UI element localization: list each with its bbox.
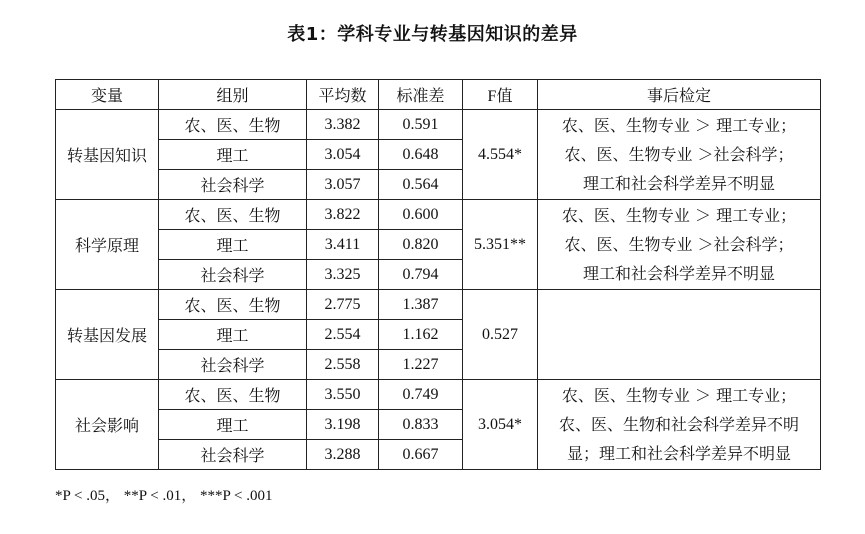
table-row (56, 290, 821, 320)
table-title: 表1：学科专业与转基因知识的差异 (287, 24, 578, 45)
variable-cell: 转基因知识 (56, 110, 159, 200)
group-cell: 社会科学 (159, 440, 307, 470)
sd-cell: 1.227 (379, 350, 463, 380)
mean-cell: 3.198 (307, 410, 379, 440)
variable-cell: 科学原理 (56, 200, 159, 290)
post-hoc-cell (538, 290, 821, 380)
sd-cell: 0.820 (379, 230, 463, 260)
mean-cell: 3.550 (307, 380, 379, 410)
mean-cell: 3.057 (307, 170, 379, 200)
header-post-hoc: 事后检定 (538, 80, 821, 110)
sd-cell: 0.591 (379, 110, 463, 140)
anova-table (55, 79, 821, 470)
group-cell: 农、医、生物 (159, 200, 307, 230)
group-cell: 理工 (159, 410, 307, 440)
header-group: 组别 (159, 80, 307, 110)
table-row (56, 200, 821, 230)
post-hoc-line: 农、医、生物专业 ＞ 理工专业； (561, 116, 797, 135)
group-cell: 理工 (159, 140, 307, 170)
mean-cell: 2.558 (307, 350, 379, 380)
post-hoc-cell (538, 200, 821, 290)
mean-cell: 3.054 (307, 140, 379, 170)
sd-cell: 0.667 (379, 440, 463, 470)
sd-cell: 1.162 (379, 320, 463, 350)
post-hoc-line: 农、医、生物专业 ＞ 理工专业； (561, 386, 797, 405)
header-row (56, 80, 821, 110)
mean-cell: 3.411 (307, 230, 379, 260)
f-value-cell: 0.527 (463, 290, 538, 380)
sd-cell: 1.387 (379, 290, 463, 320)
header-variable: 变量 (56, 80, 159, 110)
f-value-cell: 3.054* (463, 380, 538, 470)
group-cell: 社会科学 (159, 170, 307, 200)
sd-cell: 0.794 (379, 260, 463, 290)
sd-cell: 0.564 (379, 170, 463, 200)
group-cell: 社会科学 (159, 350, 307, 380)
mean-cell: 3.288 (307, 440, 379, 470)
table-row (56, 110, 821, 140)
post-hoc-cell (538, 380, 821, 470)
group-cell: 农、医、生物 (159, 290, 307, 320)
variable-cell: 转基因发展 (56, 290, 159, 380)
significance-note: *P < .05， **P < .01， ***P < .001 (55, 488, 273, 504)
mean-cell: 3.382 (307, 110, 379, 140)
post-hoc-line: 理工和社会科学差异不明显 (582, 174, 775, 193)
group-cell: 理工 (159, 230, 307, 260)
group-cell: 农、医、生物 (159, 380, 307, 410)
mean-cell: 2.775 (307, 290, 379, 320)
mean-cell: 3.325 (307, 260, 379, 290)
table-row (56, 380, 821, 410)
header-f: F值 (463, 80, 538, 110)
post-hoc-line: 显；理工和社会科学差异不明显 (566, 444, 791, 463)
post-hoc-line: 农、医、生物和社会科学差异不明 (558, 415, 799, 434)
variable-cell: 社会影响 (56, 380, 159, 470)
post-hoc-line: 农、医、生物专业 ＞社会科学； (564, 145, 794, 164)
sd-cell: 0.600 (379, 200, 463, 230)
mean-cell: 2.554 (307, 320, 379, 350)
post-hoc-line: 理工和社会科学差异不明显 (582, 264, 775, 283)
post-hoc-line: 农、医、生物专业 ＞ 理工专业； (561, 206, 797, 225)
f-value-cell: 5.351** (463, 200, 538, 290)
mean-cell: 3.822 (307, 200, 379, 230)
post-hoc-cell (538, 110, 821, 200)
group-cell: 理工 (159, 320, 307, 350)
group-cell: 农、医、生物 (159, 110, 307, 140)
header-sd: 标准差 (379, 80, 463, 110)
sd-cell: 0.833 (379, 410, 463, 440)
sd-cell: 0.648 (379, 140, 463, 170)
post-hoc-line: 农、医、生物专业 ＞社会科学； (564, 235, 794, 254)
sd-cell: 0.749 (379, 380, 463, 410)
f-value-cell: 4.554* (463, 110, 538, 200)
group-cell: 社会科学 (159, 260, 307, 290)
header-mean: 平均数 (307, 80, 379, 110)
